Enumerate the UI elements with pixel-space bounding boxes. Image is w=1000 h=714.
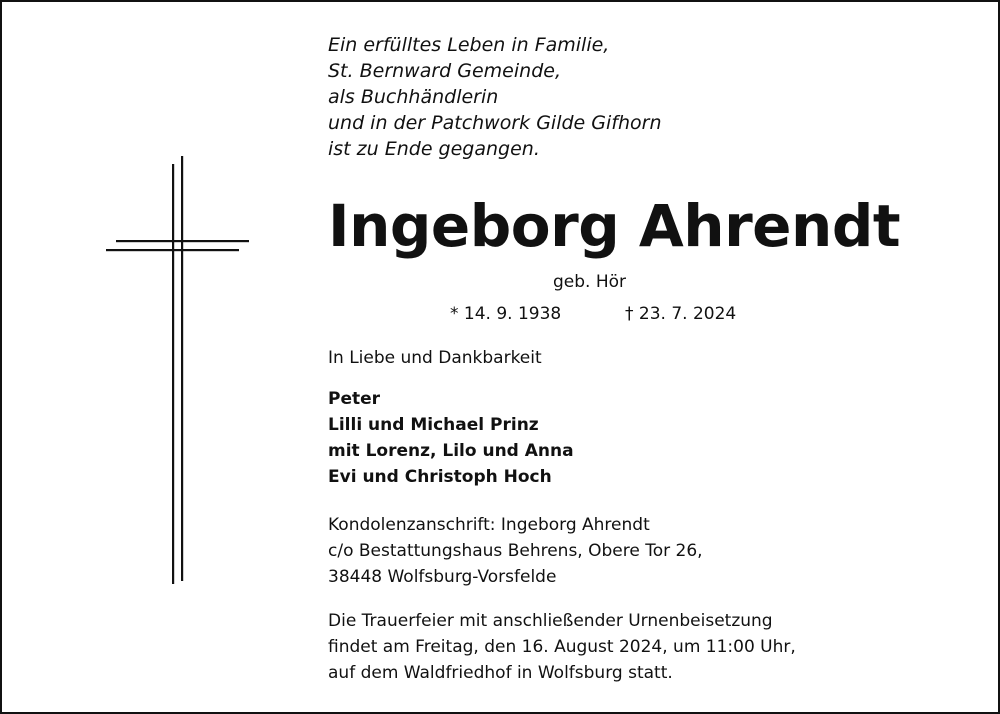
mourner-line: Lilli und Michael Prinz — [328, 415, 539, 435]
intro-line: und in der Patchwork Gilde Gifhorn — [328, 112, 662, 134]
address-line: 38448 Wolfsburg-Vorsfelde — [328, 567, 557, 587]
death-date: † 23. 7. 2024 — [625, 304, 737, 324]
intro-line: als Buchhändlerin — [328, 86, 499, 108]
service-line: findet am Freitag, den 16. August 2024, um 11:00 Uhr, — [328, 637, 796, 657]
intro-text — [328, 32, 661, 162]
intro-line: ist zu Ende gegangen. — [328, 138, 540, 160]
condolence-address — [328, 512, 703, 590]
intro-line: St. Bernward Gemeinde, — [328, 60, 561, 82]
mourner-line: mit Lorenz, Lilo und Anna — [328, 441, 574, 461]
address-line: Kondolenzanschrift: Ingeborg Ahrendt — [328, 515, 650, 535]
mourners-list — [328, 386, 574, 490]
service-details — [328, 608, 796, 686]
service-line: auf dem Waldfriedhof in Wolfsburg statt. — [328, 663, 673, 683]
intro-line: Ein erfülltes Leben in Familie, — [328, 34, 610, 56]
deceased-name: Ingeborg Ahrendt — [328, 192, 901, 260]
mourner-line: Peter — [328, 389, 381, 409]
address-line: c/o Bestattungshaus Behrens, Obere Tor 26, — [328, 541, 703, 561]
birth-date: * 14. 9. 1938 — [450, 304, 562, 324]
birth-name: geb. Hör — [553, 272, 627, 292]
service-line: Die Trauerfeier mit anschließender Urnenbeisetzung — [328, 611, 773, 631]
cross-icon — [102, 152, 257, 587]
mourner-line: Evi und Christoph Hoch — [328, 467, 552, 487]
dedication-text: In Liebe und Dankbarkeit — [328, 348, 542, 368]
